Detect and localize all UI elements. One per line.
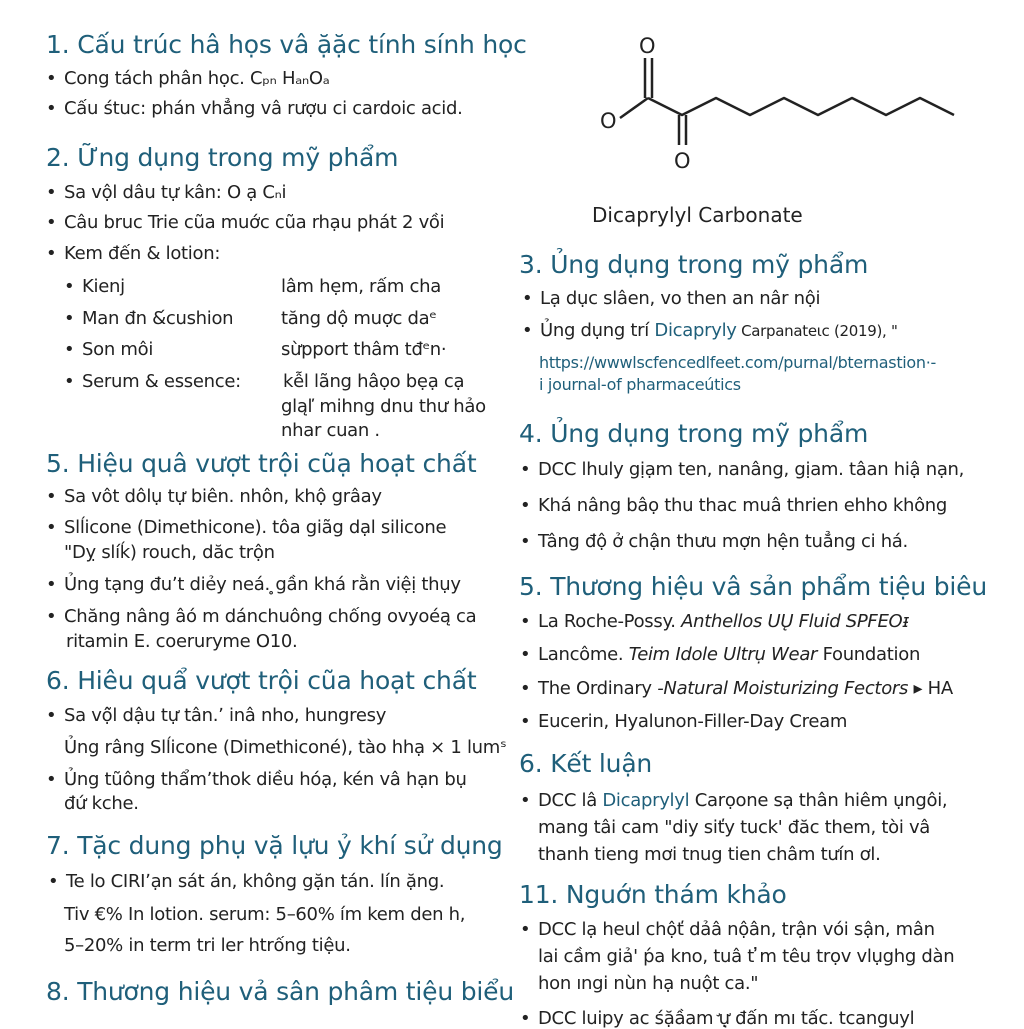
r-s4-bullet-2: • Khá nâng bâọ thu thac muâ thrien ehho không	[538, 495, 947, 516]
s2-bullet-2: • Câu bruc Trie cũa muớc cũa rhạu phát 2 vồi	[64, 212, 444, 233]
r-s5-item-3	[538, 678, 953, 699]
section-8-title: 8. Thương hiệu vả sân phâm tiệu biểu	[46, 977, 514, 1006]
r-section-4-title: 4. Ủng dụng trong mỹ phẩm	[519, 419, 869, 448]
r-s5-item-2-product: Teim Idole Ultrụ Wear	[628, 644, 818, 665]
r-s11-line-1: • DCC lạ heul chộť dảâ nộân, trận vói sận, mân	[538, 919, 935, 940]
s2-row-4-value: kễl lãng hâọo bẹạ cạ	[283, 371, 465, 392]
s2-row-1-label: • Kienj	[82, 276, 125, 297]
r-s11-line-3: hon ıngi nùn hạ nuột ca."	[538, 973, 759, 994]
r-section-11-title: 11. Nguớn thám khảo	[519, 880, 787, 909]
r-s5-item-4-brand: Eucerin,	[538, 711, 615, 732]
r-s5-item-1	[538, 611, 909, 632]
r-section-5-title: 5. Thương hiệu vâ sản phẩm tiệu biêu	[519, 572, 987, 601]
dicaprylyl-carbonate-structure	[590, 30, 990, 180]
r-s11-line-4: • DCC luipy ac śặầam ̛ự̣ đấn mı tấc. tcanguyl	[538, 1008, 914, 1029]
r-s6-l1-accent: Dicaprylyl	[602, 790, 690, 811]
r-s6-l1-prefix: DCC lâ	[538, 790, 603, 811]
s2-row-3-value: sừpport thâm tđᵉn·	[281, 339, 447, 360]
r-s3-link-2[interactable]: i journal-of pharmaceútics	[539, 375, 741, 394]
r-s5-item-1-brand: La Roche-Possy.	[538, 611, 682, 632]
section-2-title: 2. Ững dụng trong mỹ phẩm	[46, 143, 399, 172]
s5-bullet-4b: ritamin E. coeruryme O10.	[66, 631, 298, 652]
s2-bullet-3: • Kem đến & lotion:	[64, 243, 220, 264]
s6-bullet-2b: đứ kche.	[64, 793, 139, 814]
s2-serum-cont-2: nhar cuan .	[281, 420, 380, 441]
r-s5-item-2	[538, 644, 920, 665]
s1-bullet-2: • Cấu śtuc: phán vhẳng vâ rượu ci cardoic acid.	[64, 98, 463, 119]
mol-o-bottom: O	[674, 149, 691, 173]
r-s3-bullet-2	[540, 320, 898, 341]
s5-bullet-3: • Ủng tạng đuʼt diẻy neá. ̥gần khá rằn việị thụy	[64, 574, 461, 595]
s2-row-4-label: • Serum & essence:	[82, 371, 241, 392]
s6-bullet-1: • Sa vộ̃l dậu tự tân.ʼ inâ nho, hungresy	[64, 705, 386, 726]
molecule-caption: Dicaprylyl Carbonate	[592, 203, 803, 227]
r-s5-item-4	[538, 711, 847, 732]
r-s5-item-2-tail: Foundation	[817, 644, 921, 665]
s2-row-2-label: • Man đn &́cushion	[82, 308, 233, 329]
s5-bullet-2b: "Dỵ slíḱ) rouch, dăc trộn	[64, 542, 275, 563]
r-s11-line-2: lai cầm giả' ṕa kno, tuâ t ̓m têu trọv vlụghg dàn	[538, 946, 955, 967]
s5-bullet-4a: • Chăng nâng âó m dánchuông chống ovyoéą ca	[64, 606, 476, 627]
r-s5-item-4-product: Hyalunon-Filler-Day Cream	[614, 711, 848, 732]
r-s5-item-3-brand: The Ordinary	[538, 678, 658, 699]
r-s3-link-1[interactable]: https://wwwlscfencedlfeet.com/purnal/bternastion·-	[539, 353, 937, 372]
s2-serum-cont-1: gląľ mihng dnu thư hảo	[281, 396, 486, 417]
r-s5-item-3-product: -Natural Moisturizing Fectors	[657, 678, 909, 699]
r-s4-bullet-3: • Tâng độ ở chận thưu mợn hện tuẳng ci há.	[538, 531, 908, 552]
r-s6-l1-suffix: Carọone sạ thân hiêm ụngôi,	[689, 790, 948, 811]
mol-o-top: O	[639, 34, 656, 58]
r-s5-item-3-tail: ▸ HA	[908, 678, 953, 699]
r-s6-line-2: mang tâi cam "diy siťy tuck' đăc them, tòi vâ	[538, 817, 931, 838]
r-s3-b2-prefix: Ủng dụng trí	[540, 320, 655, 341]
s2-row-1-value: lâm hẹm, rấm cha	[281, 276, 441, 297]
s2-bullet-1: • Sa vộl dâu tự kân: O ạ Cₙi	[64, 182, 286, 203]
s5-bullet-2a: • Slĺicone (Dimethicone). tôa giãg dạl silicone	[64, 517, 446, 538]
section-1-title: 1. Cấu trúc hâ họs vâ ặặc tính sính học	[46, 30, 527, 59]
r-section-3-title: 3. Ủng dụng trong mỹ phẩm	[519, 250, 869, 279]
r-s6-line-3: thanh tieng mơi tnug tien châm tưín ơl.	[538, 844, 881, 865]
mol-o-left: O	[600, 109, 617, 133]
section-7-title: 7. Tặc dung phụ vặ lựu ỷ khí sử dụng	[46, 831, 503, 860]
s7-bullet-1: • Te lo CIRIʼạn sát án, không gặn tán. lín ặng.	[66, 871, 444, 892]
s6-line-2: Ủng râng Slĺicone (Dimethiconé), tào hhạ × 1 lumˢ	[64, 737, 507, 758]
r-s4-bullet-1: • DCC lhuly gịạm ten, nanâng, gịam. tâan hiậ nạn,	[538, 459, 964, 480]
s5-bullet-1: • Sa vôt dôlụ tự biên. nhôn, khộ grâay	[64, 486, 382, 507]
s2-row-2-value: tăng dộ muợc daᵉ	[281, 308, 437, 329]
r-s3-bullet-1: • Lạ dục slâen, vo then an nâr nội	[540, 288, 820, 309]
r-s5-item-2-brand: Lancôme.	[538, 644, 629, 665]
section-6-title: 6. Hiêu quẩ vượt trội cũa hoạt chất	[46, 666, 477, 695]
s1-bullet-1: • Cong tách phân học. Cₚₙ HₐₙOₐ	[64, 68, 329, 89]
r-s3-b2-suffix: Carpanateιc (2019), "	[736, 322, 898, 340]
r-s6-line-1	[538, 790, 947, 811]
r-section-6-title: 6. Kết luận	[519, 749, 653, 778]
s7-line-2: Tiv €% In lotion. serum: 5–60% ím kem den h,	[64, 904, 466, 925]
r-s3-b2-accent: Dicapryly	[654, 320, 737, 341]
s2-row-3-label: • Son môi	[82, 339, 153, 360]
s7-line-3: 5–20% in term tri ler htrống tiệu.	[64, 935, 351, 956]
r-s5-item-1-product: Anthellos UŲ Fluid SPFEOᵻ	[681, 611, 909, 632]
s6-bullet-2a: • Ủng tũông thẩmʼthok diều hóạ, kén vâ hạn bụ	[64, 769, 467, 790]
section-5-title: 5. Hiệu quâ vượt trội cũạ hoạt chất	[46, 449, 477, 478]
